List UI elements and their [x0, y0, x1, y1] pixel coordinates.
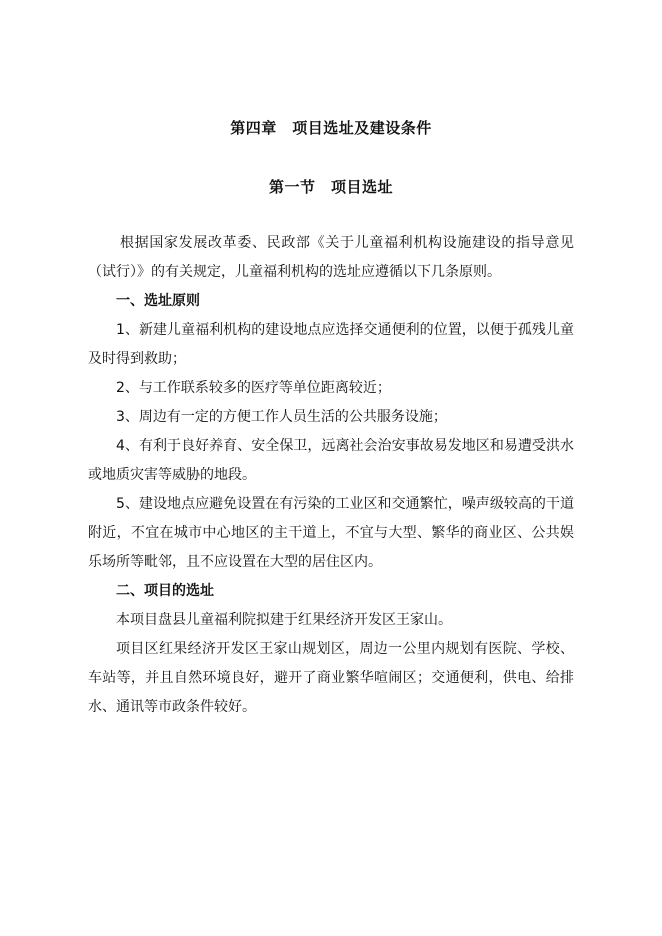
- principle-item-1: 1、新建儿童福利机构的建设地点应选择交通便利的位置，以便于孤残儿童及时得到救助；: [88, 322, 574, 367]
- principles-heading: 一、选址原则: [116, 293, 200, 309]
- principle-item-5: 5、建设地点应避免设置在有污染的工业区和交通繁忙，噪声级较高的干道附近，不宜在城市中心地区的主干道上，不宜与大型、繁华的商业区、公共娱乐场所等毗邻，且不应设置在大型的居住区内。: [88, 496, 574, 570]
- principle-item-3: 3、周边有一定的方便工作人员生活的公共服务设施；: [116, 409, 447, 425]
- principle-item-2: 2、与工作联系较多的医疗等单位距离较近；: [116, 380, 391, 396]
- site-heading: 二、项目的选址: [116, 583, 214, 599]
- intro-paragraph: 根据国家发展改革委、民政部《关于儿童福利机构设施建设的指导意见（试行）》的有关规定，儿童福利机构的选址应遵循以下几条原则。: [88, 235, 574, 280]
- section-title: 第一节 项目选址: [268, 178, 393, 196]
- site-paragraph-1: 本项目盘县儿童福利院拟建于红果经济开发区王家山。: [116, 612, 452, 628]
- site-paragraph-2: 项目区红果经济开发区王家山规划区，周边一公里内规划有医院、学校、车站等，并且自然环境良好，避开了商业繁华喧闹区；交通便利，供电、给排水、通讯等市政条件较好。: [88, 641, 574, 715]
- principle-item-4: 4、有利于良好养育、安全保卫，远离社会治安事故易发地区和易遭受洪水或地质灾害等威胁的地段。: [88, 438, 574, 483]
- chapter-title: 第四章 项目选址及建设条件: [230, 119, 432, 137]
- document-body: [88, 229, 574, 722]
